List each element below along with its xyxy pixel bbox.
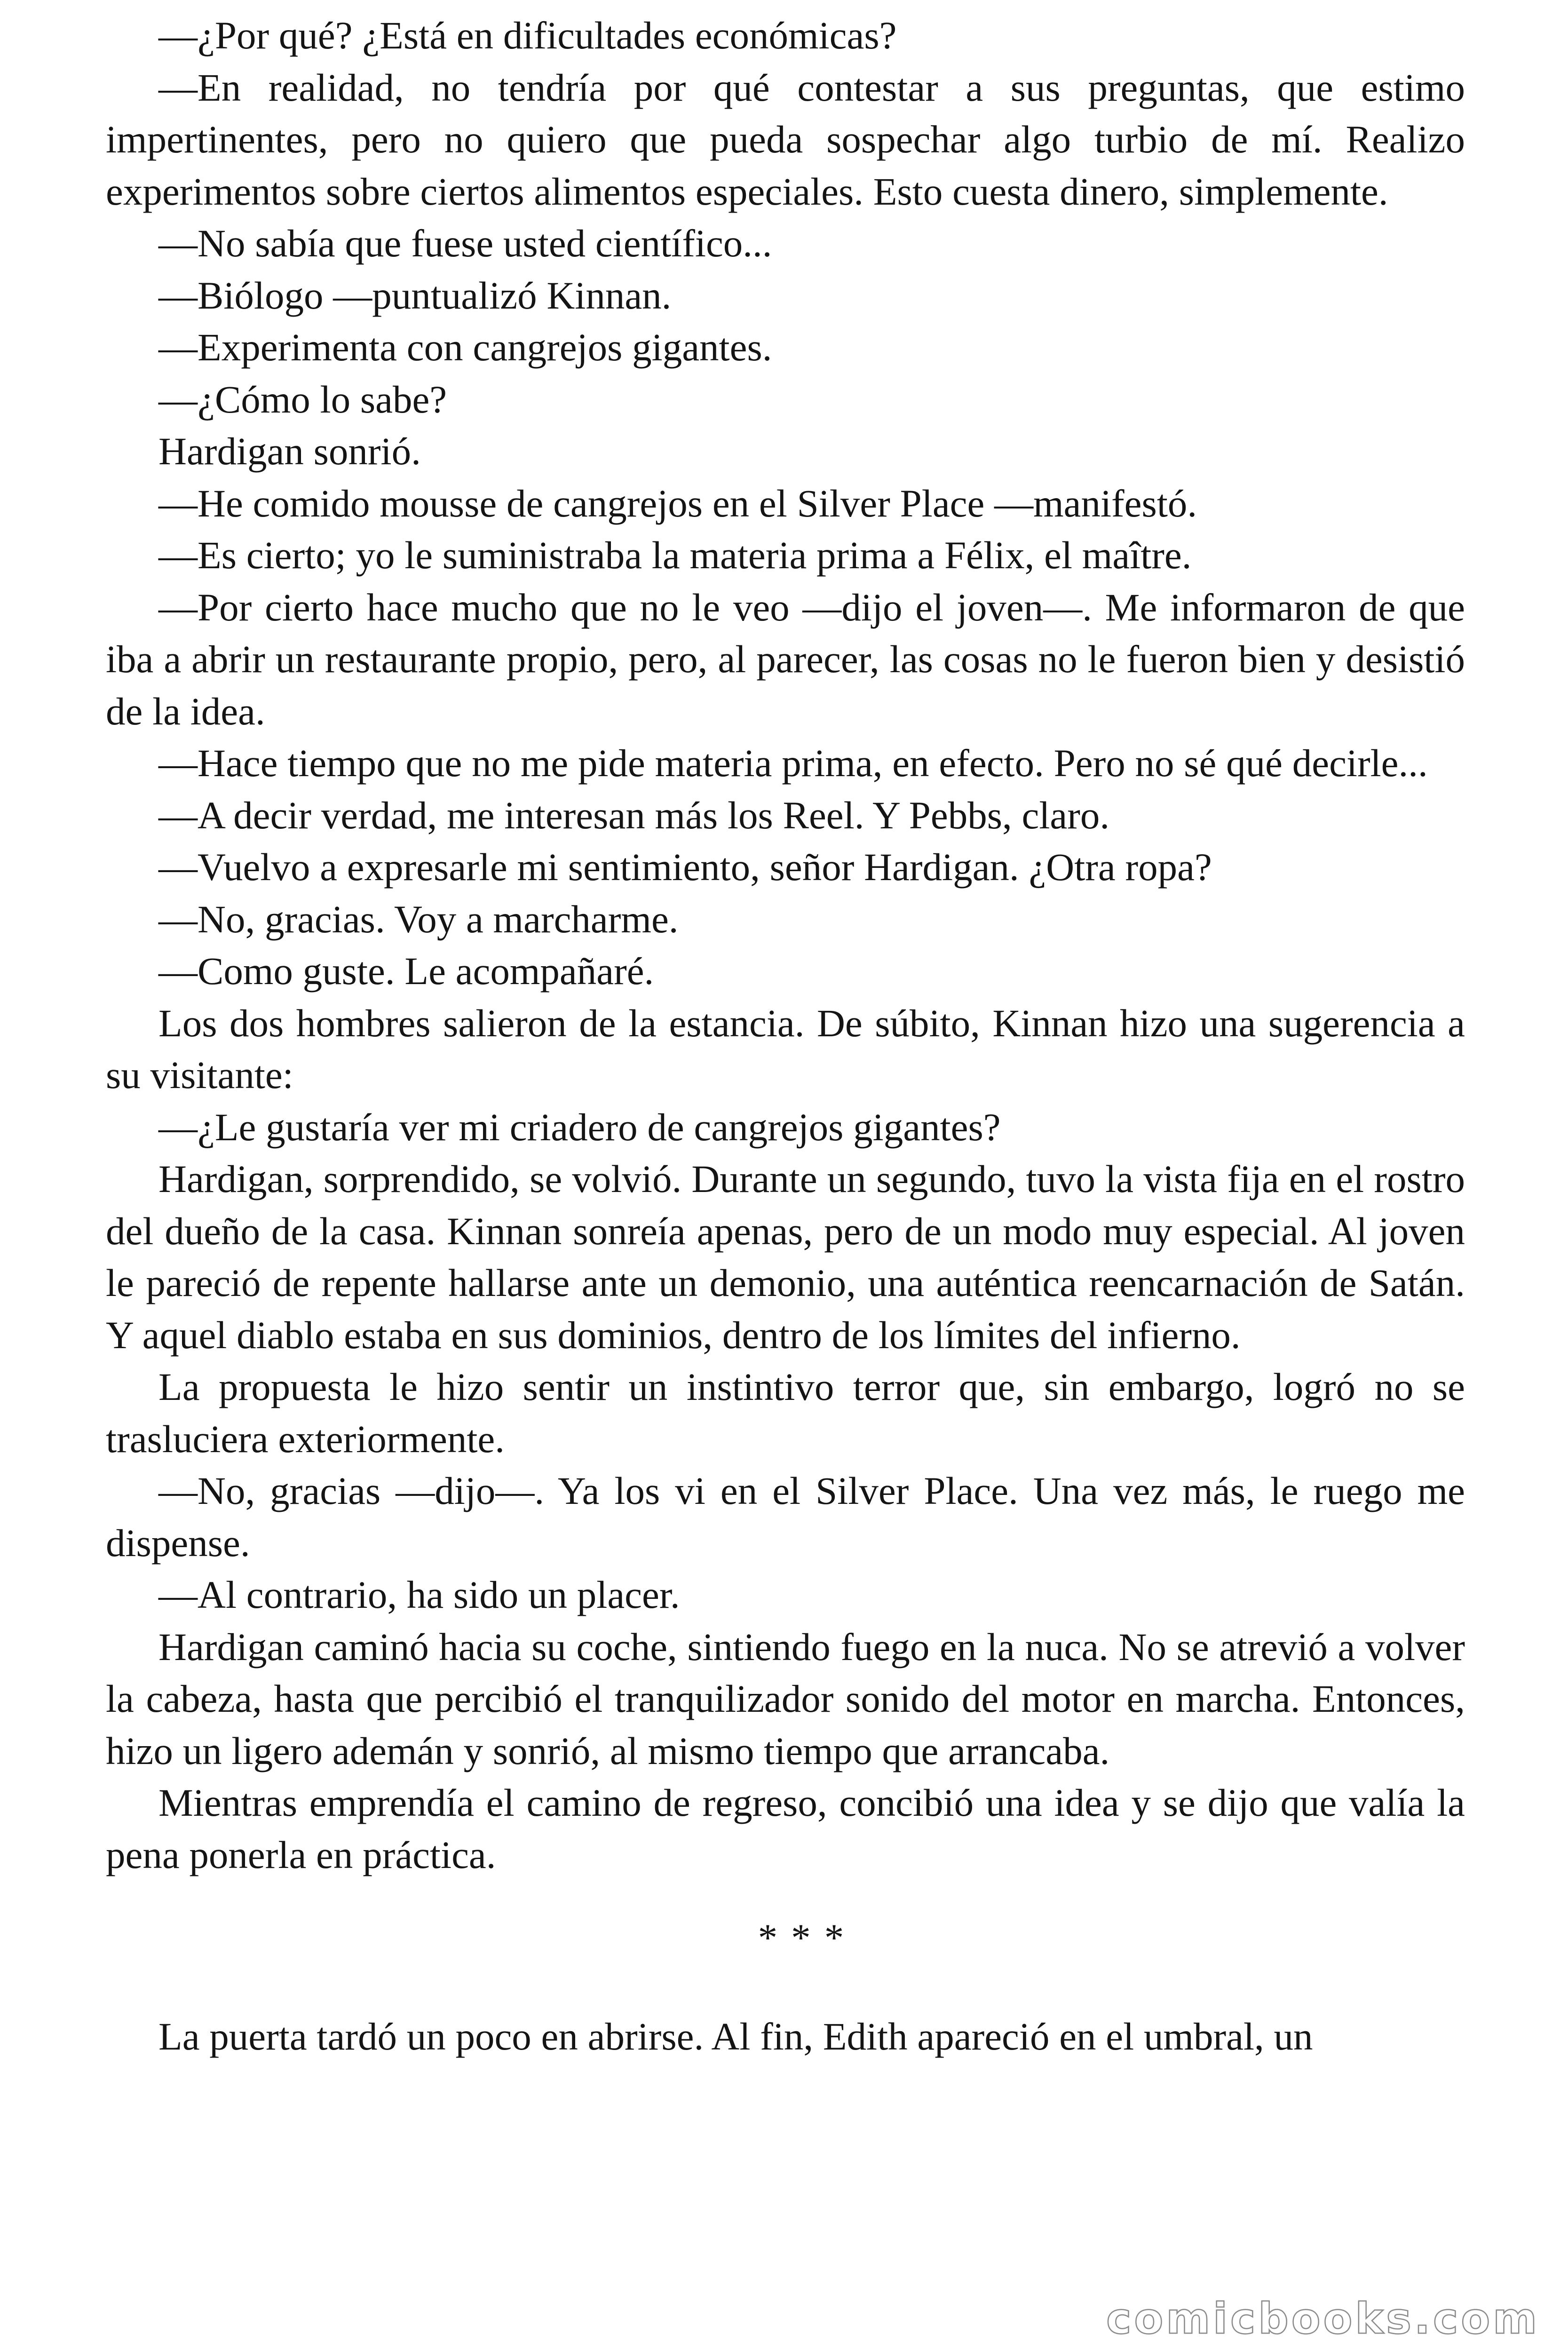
paragraph: —Al contrario, ha sido un placer. [158, 1573, 680, 1616]
paragraph: Los dos hombres salieron de la estancia. De súbito, Kinnan hizo una sugerencia a su visitante: [106, 1001, 1465, 1097]
paragraph: —No sabía que fuese usted científico... [158, 222, 772, 265]
paragraph: —¿Cómo lo sabe? [158, 377, 447, 421]
paragraph: —Por cierto hace mucho que no le veo —dijo el joven—. Me informaron de que iba a abrir un restaurante propio, pero, al parecer, las cosas no le fueron bien y desistió de la idea. [106, 585, 1465, 733]
section-break: * * * [758, 1916, 846, 1959]
paragraph: —¿Le gustaría ver mi criadero de cangrejos gigantes? [158, 1105, 1001, 1149]
paragraph: —Es cierto; yo le suministraba la materia prima a Félix, el maître. [158, 533, 1192, 577]
paragraph: —Como guste. Le acompañaré. [158, 949, 654, 993]
body-text-after-break [106, 2010, 1465, 2063]
paragraph: —No, gracias —dijo—. Ya los vi en el Silver Place. Una vez más, le ruego me dispense. [106, 1469, 1465, 1565]
paragraph: Hardigan sonrió. [158, 429, 421, 473]
paragraph: —Vuelvo a expresarle mi sentimiento, señor Hardigan. ¿Otra ropa? [158, 845, 1212, 889]
paragraph: Hardigan, sorprendido, se volvió. Durante un segundo, tuvo la vista fija en el rostro del dueño de la casa. Kinnan sonreía apenas, pero de un modo muy especial. Al joven le pareció de repente hallarse ante un demonio, una auténtica reencarnación de Satán. Y aquel diablo estaba en sus dominios, dentro de los límites del infierno. [106, 1157, 1465, 1357]
paragraph: —No, gracias. Voy a marcharme. [158, 897, 679, 941]
paragraph: La puerta tardó un poco en abrirse. Al fin, Edith apareció en el umbral, un [158, 2015, 1313, 2058]
paragraph: —Experimenta con cangrejos gigantes. [158, 326, 772, 369]
paragraph: Mientras emprendía el camino de regreso, concibió una idea y se dijo que valía la pena ponerla en práctica. [106, 1781, 1465, 1876]
watermark-logo: comicbooks.com [1106, 2294, 1540, 2344]
book-page [106, 9, 1465, 2063]
paragraph: Hardigan caminó hacia su coche, sintiendo fuego en la nuca. No se atrevió a volver la cabeza, hasta que percibió el tranquilizador sonido del motor en marcha. Entonces, hizo un ligero ademán y sonrió, al mismo tiempo que arrancaba. [106, 1625, 1465, 1772]
paragraph: —En realidad, no tendría por qué contestar a sus preguntas, que estimo impertinentes, pero no quiero que pueda sospechar algo turbio de mí. Realizo experimentos sobre ciertos alimentos especiales. Esto cuesta dinero, simplemente. [106, 65, 1465, 213]
paragraph: —He comido mousse de cangrejos en el Silver Place —manifestó. [158, 481, 1197, 525]
body-text-before-break [106, 9, 1465, 1881]
paragraph: —¿Por qué? ¿Está en dificultades económicas? [158, 14, 897, 57]
paragraph: La propuesta le hizo sentir un instintivo terror que, sin embargo, logró no se trasluciera exteriormente. [106, 1365, 1465, 1461]
paragraph: —Hace tiempo que no me pide materia prima, en efecto. Pero no sé qué decirle... [158, 741, 1428, 785]
paragraph: —A decir verdad, me interesan más los Reel. Y Pebbs, claro. [158, 793, 1110, 837]
paragraph: —Biólogo —puntualizó Kinnan. [158, 273, 672, 317]
